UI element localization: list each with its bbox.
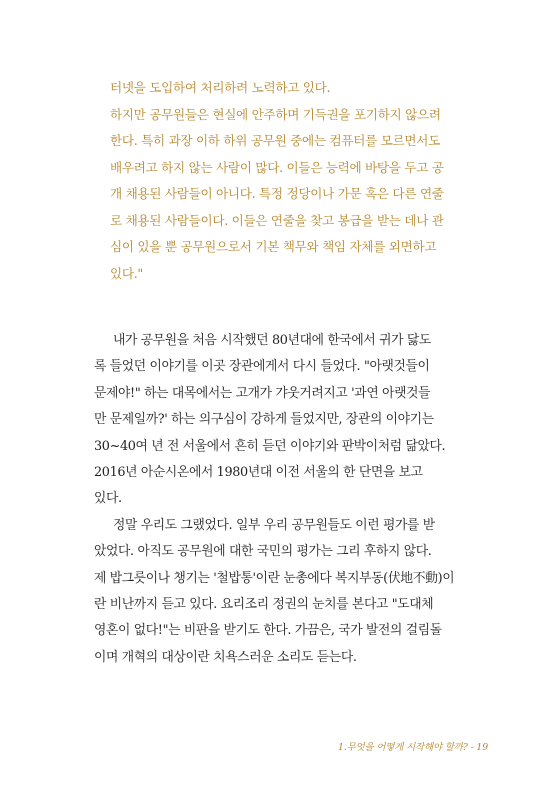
- quote-line: 배우려고 하지 않는 사람이 많다. 이들은 능력에 바탕을 두고 공: [110, 159, 444, 175]
- paragraph-line: 록 들었던 이야기를 이곳 장관에게서 다시 들었다. "아랫것들이: [94, 359, 430, 375]
- paragraph-line: 내가 공무원을 처음 시작했던 80년대에 한국에서 귀가 닳도: [113, 333, 431, 348]
- paragraph-line: 제 밥그릇이나 챙기는 '철밥통'이란 눈총에다 복지부동(伏地不動)이: [94, 570, 455, 586]
- quote-line: 있다.": [110, 265, 143, 281]
- paragraph-line: 이며 개혁의 대상이란 치욕스러운 소리도 듣는다.: [94, 649, 357, 665]
- quote-line: 하지만 공무원들은 현실에 안주하며 기득권을 포기하지 않으려: [110, 106, 441, 122]
- paragraph-line: 만 문제일까?' 하는 의구심이 강하게 들었지만, 장관의 이야기는: [94, 412, 434, 428]
- paragraph-line: 문제야!" 하는 대목에서는 고개가 갸웃거려지고 '과연 아랫것들: [94, 385, 431, 401]
- paragraph-line: 정말 우리도 그랬었다. 일부 우리 공무원들도 이런 평가를 받: [113, 517, 435, 533]
- body-paragraphs: [94, 328, 484, 671]
- quote-line: 심이 있을 뿐 공무원으로서 기본 책무와 책임 자체를 외면하고: [110, 239, 437, 254]
- paragraph-line: 2016년 아순시온에서 1980년대 이전 서울의 한 단면을 보고: [94, 464, 423, 480]
- paragraph-line: 았었다. 아직도 공무원에 대한 국민의 평가는 그리 후하지 않다.: [94, 544, 432, 560]
- quote-line: 한다. 특히 과장 이하 하위 공무원 중에는 컴퓨터를 모르면서도: [110, 133, 440, 148]
- paragraph-line: 30~40여 년 전 서울에서 흔히 듣던 이야기와 판박이처럼 닮았다.: [94, 438, 446, 454]
- quote-line: 터넷을 도입하여 처리하려 노력하고 있다.: [110, 80, 331, 95]
- paragraph-line: 있다.: [94, 491, 122, 507]
- paragraph-line: 영혼이 없다!"는 비판을 받기도 한다. 가끔은, 국가 발전의 걸림돌: [94, 623, 442, 639]
- quote-line: 개 채용된 사람들이 아니다. 특정 정당이나 가문 혹은 다른 연줄: [110, 186, 444, 201]
- quoted-passage: [110, 75, 470, 287]
- paragraph-line: 란 비난까지 듣고 있다. 요리조리 정권의 눈치를 본다고 "도대체: [94, 596, 434, 612]
- quote-line: 로 채용된 사람들이다. 이들은 연줄을 찾고 봉급을 받는 데나 관: [110, 212, 444, 228]
- running-footer: 1.무엇을 어떻게 시작해야 할까? - 19: [337, 742, 488, 753]
